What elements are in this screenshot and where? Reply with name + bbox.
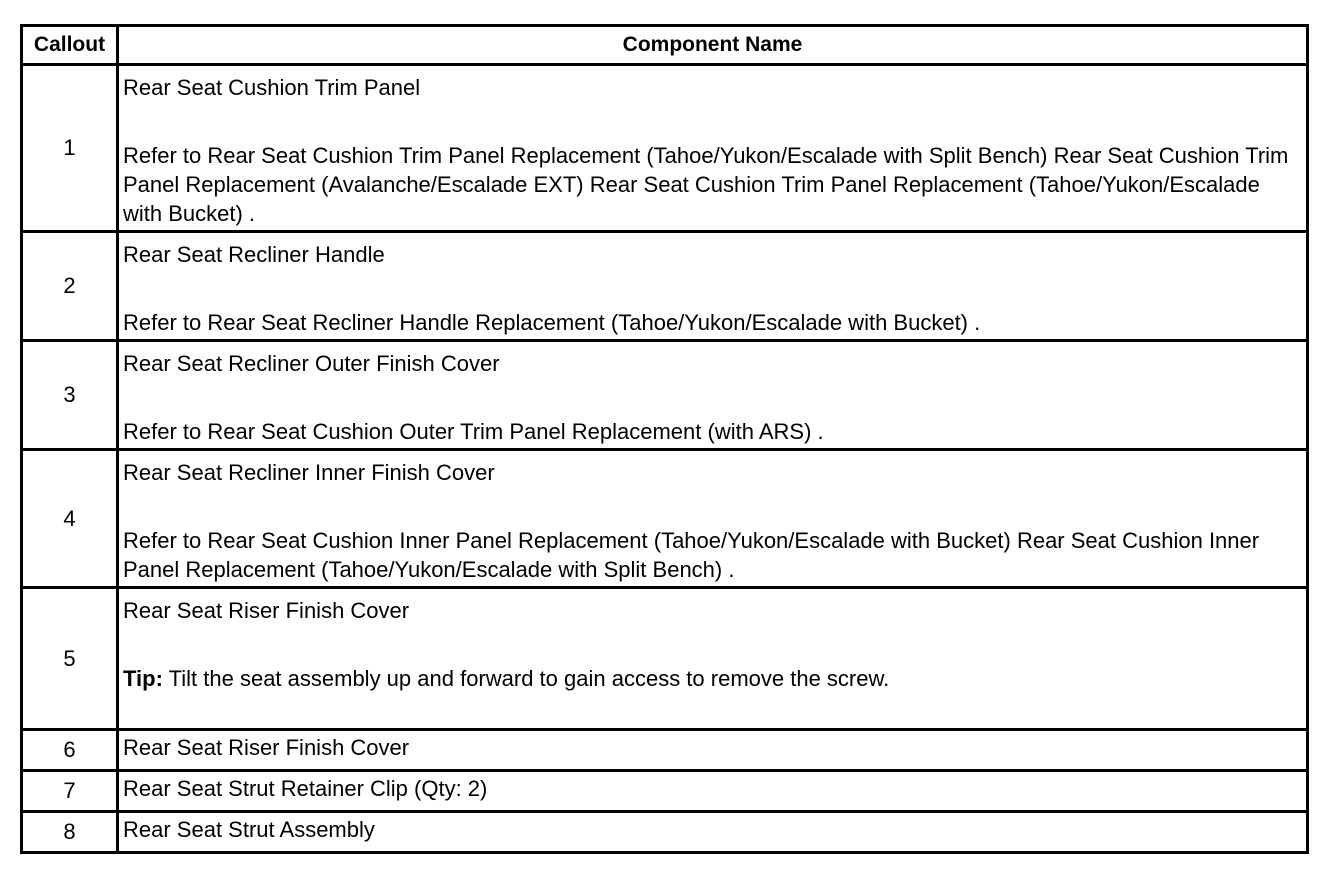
component-name: Rear Seat Strut Assembly [118,812,1308,853]
component-cell [118,65,1308,232]
component-note: Refer to Rear Seat Recliner Handle Replacement (Tahoe/Yukon/Escalade with Bucket) . [123,310,981,335]
component-name: Rear Seat Riser Finish Cover [118,730,1308,771]
callout-cell: 4 [22,450,118,588]
component-name: Rear Seat Strut Retainer Clip (Qty: 2) [118,771,1308,812]
component-table [20,24,1309,854]
component-name: Rear Seat Cushion Trim Panel [123,75,421,100]
table-row [22,65,1308,232]
callout-cell: 3 [22,341,118,450]
component-tip [123,664,1302,693]
component-cell [118,450,1308,588]
table-header-row [22,26,1308,65]
table-row [22,771,1308,812]
component-name: Rear Seat Recliner Handle [123,242,385,267]
tip-label: Tip: [123,666,163,691]
component-cell [118,588,1308,730]
callout-cell: 7 [22,771,118,812]
tip-text: Tilt the seat assembly up and forward to gain access to remove the screw. [162,666,890,691]
component-cell [118,341,1308,450]
component-name: Rear Seat Recliner Inner Finish Cover [123,460,495,485]
component-cell [118,232,1308,341]
component-note: Refer to Rear Seat Cushion Outer Trim Panel Replacement (with ARS) . [123,419,824,444]
callout-cell: 8 [22,812,118,853]
component-name: Rear Seat Riser Finish Cover [123,598,410,623]
table-row [22,588,1308,730]
callout-cell: 2 [22,232,118,341]
table-row [22,341,1308,450]
component-note: Refer to Rear Seat Cushion Trim Panel Replacement (Tahoe/Yukon/Escalade with Split Bench) Rear Seat Cushion Trim Panel Replacement (Avalanche/Escalade EXT) Rear Seat Cushion Trim Panel Replacement (Tahoe/Yukon/Escalade with Bucket) . [123,143,1289,226]
table-row [22,812,1308,853]
component-note: Refer to Rear Seat Cushion Inner Panel Replacement (Tahoe/Yukon/Escalade with Bucket) Rear Seat Cushion Inner Panel Replacement (Tahoe/Yukon/Escalade with Split Bench) . [123,528,1260,582]
callout-cell: 1 [22,65,118,232]
callout-cell: 6 [22,730,118,771]
component-table-container [20,24,1309,854]
table-row [22,450,1308,588]
header-callout: Callout [22,26,118,65]
table-row [22,232,1308,341]
header-component-name: Component Name [118,26,1308,65]
callout-cell: 5 [22,588,118,730]
table-row [22,730,1308,771]
component-name: Rear Seat Recliner Outer Finish Cover [123,351,500,376]
